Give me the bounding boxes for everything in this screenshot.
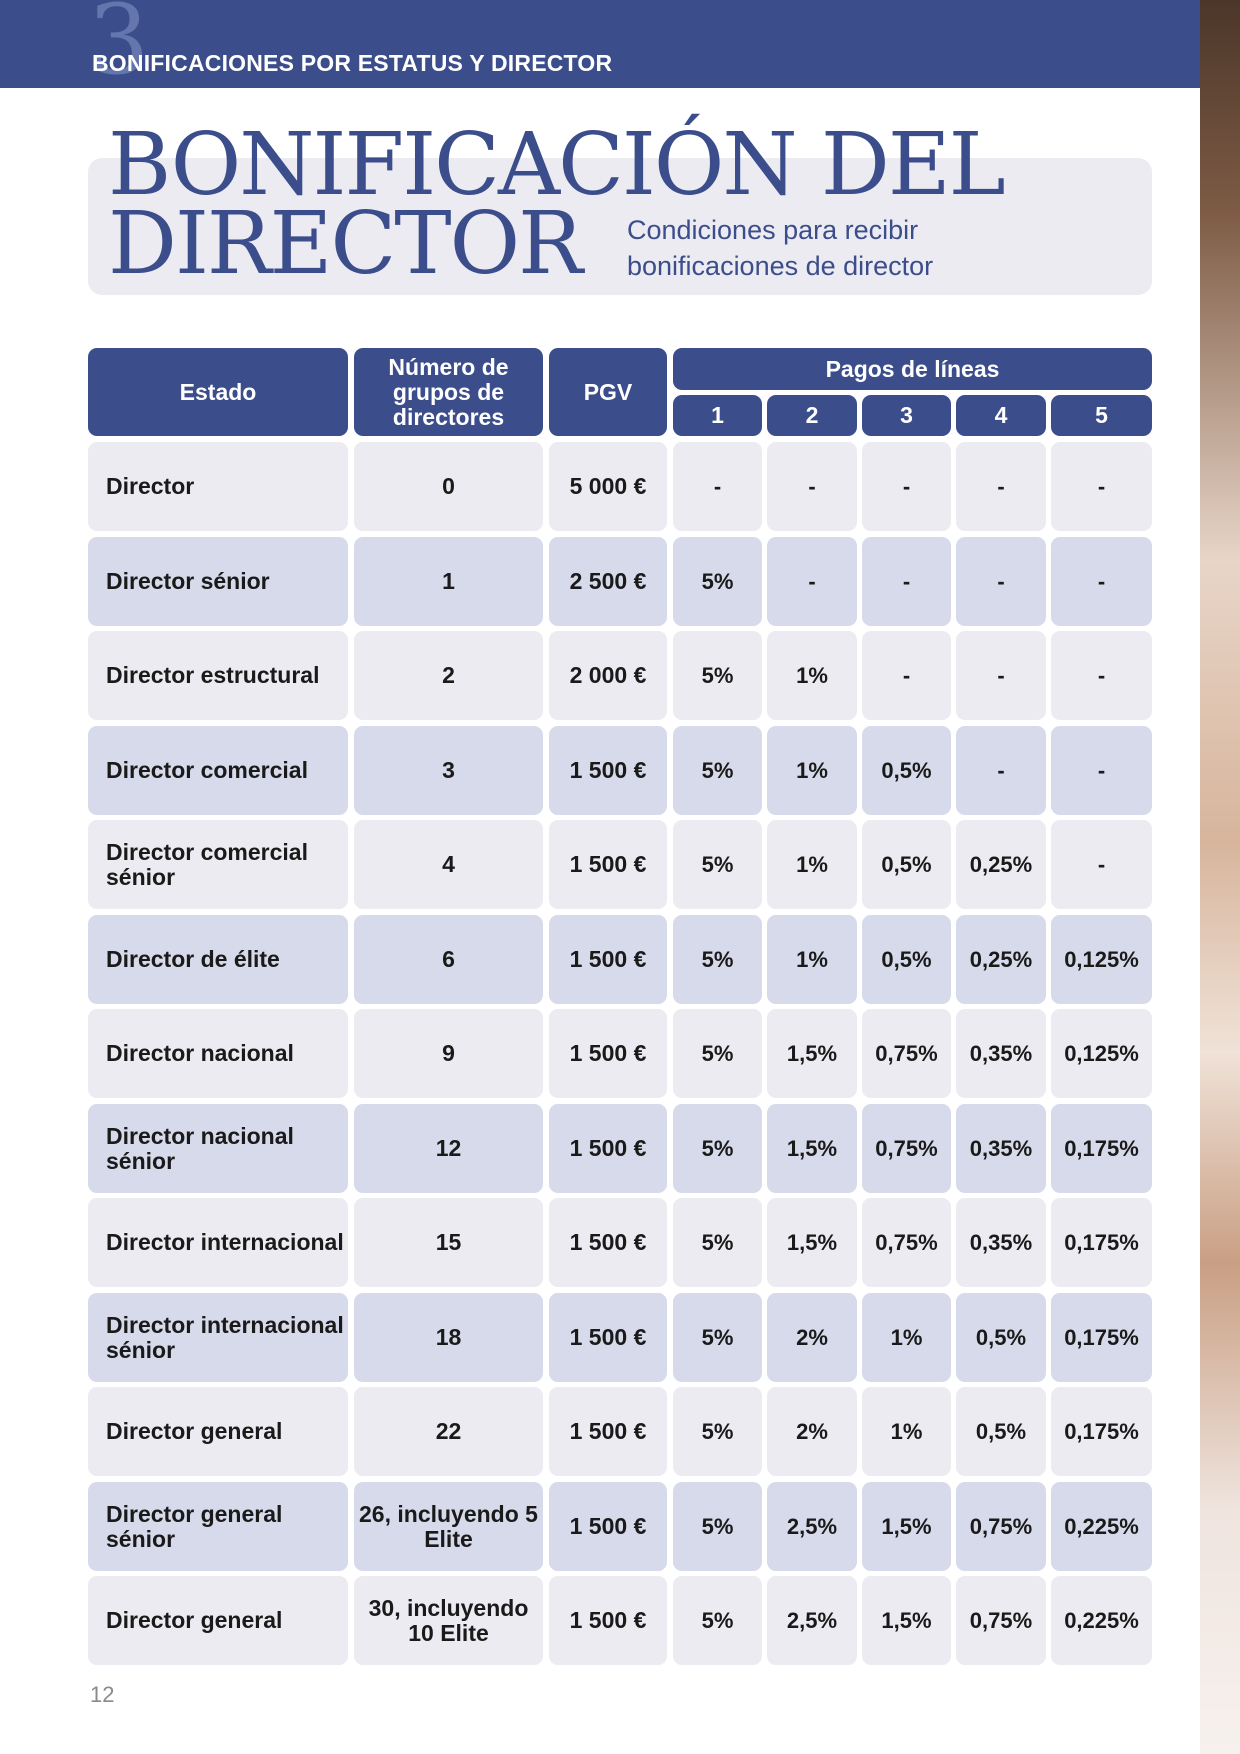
cell-estado: Director comercial — [88, 726, 348, 815]
cell-estado: Director nacional sénior — [88, 1104, 348, 1193]
cell-pgv: 1 500 € — [549, 726, 667, 815]
page-title-line-2: DIRECTOR — [108, 194, 581, 294]
cell-pgv: 2 500 € — [549, 537, 667, 626]
cell-pgv: 1 500 € — [549, 915, 667, 1004]
cell-line-3: - — [862, 631, 951, 720]
cell-line-5: - — [1051, 631, 1152, 720]
cell-line-4: 0,35% — [956, 1104, 1046, 1193]
cell-line-5: - — [1051, 726, 1152, 815]
page-number: 12 — [90, 1682, 115, 1707]
cell-line-5: 0,175% — [1051, 1387, 1152, 1476]
cell-pgv: 1 500 € — [549, 1576, 667, 1665]
cell-grupos: 12 — [354, 1104, 543, 1193]
cell-line-5: - — [1051, 442, 1152, 531]
cell-line-5: 0,225% — [1051, 1482, 1152, 1571]
cell-estado: Director sénior — [88, 537, 348, 626]
cell-pgv: 1 500 € — [549, 820, 667, 909]
cell-estado: Director internacional — [88, 1198, 348, 1287]
cell-line-3: 1% — [862, 1293, 951, 1382]
cell-line-2: - — [767, 442, 857, 531]
cell-estado: Director general sénior — [88, 1482, 348, 1571]
cell-estado: Director estructural — [88, 631, 348, 720]
cell-line-1: 5% — [673, 1387, 762, 1476]
cell-line-2: 1% — [767, 726, 857, 815]
cell-line-1: 5% — [673, 1482, 762, 1571]
cell-estado: Director general — [88, 1576, 348, 1665]
cell-grupos: 2 — [354, 631, 543, 720]
cell-grupos: 22 — [354, 1387, 543, 1476]
header-pgv: PGV — [549, 348, 667, 436]
cell-grupos: 1 — [354, 537, 543, 626]
cell-line-3: 0,75% — [862, 1104, 951, 1193]
cell-line-2: 2,5% — [767, 1482, 857, 1571]
cell-line-1: 5% — [673, 1198, 762, 1287]
cell-line-3: 0,5% — [862, 915, 951, 1004]
cell-line-1: 5% — [673, 726, 762, 815]
cell-pgv: 2 000 € — [549, 631, 667, 720]
cell-line-4: - — [956, 537, 1046, 626]
cell-line-2: 2% — [767, 1387, 857, 1476]
cell-line-4: 0,5% — [956, 1387, 1046, 1476]
cell-line-2: 1,5% — [767, 1104, 857, 1193]
cell-line-4: - — [956, 631, 1046, 720]
cell-line-3: 1,5% — [862, 1482, 951, 1571]
header-line-4: 4 — [956, 395, 1046, 436]
cell-line-4: - — [956, 726, 1046, 815]
header-line-5: 5 — [1051, 395, 1152, 436]
cell-grupos: 30, incluyendo 10 Elite — [354, 1576, 543, 1665]
cell-line-1: 5% — [673, 1576, 762, 1665]
cell-pgv: 1 500 € — [549, 1104, 667, 1193]
cell-line-3: 1,5% — [862, 1576, 951, 1665]
cell-line-1: 5% — [673, 631, 762, 720]
cell-line-4: 0,25% — [956, 915, 1046, 1004]
cell-line-3: 0,5% — [862, 726, 951, 815]
cell-pgv: 1 500 € — [549, 1009, 667, 1098]
cell-line-2: 1% — [767, 820, 857, 909]
cell-line-1: 5% — [673, 537, 762, 626]
cell-pgv: 5 000 € — [549, 442, 667, 531]
cell-line-4: 0,35% — [956, 1198, 1046, 1287]
cell-grupos: 4 — [354, 820, 543, 909]
cell-grupos: 15 — [354, 1198, 543, 1287]
cell-line-5: 0,225% — [1051, 1576, 1152, 1665]
cell-line-2: 1% — [767, 631, 857, 720]
header-line-2: 2 — [767, 395, 857, 436]
header-line-3: 3 — [862, 395, 951, 436]
cell-line-2: 2,5% — [767, 1576, 857, 1665]
cell-grupos: 9 — [354, 1009, 543, 1098]
section-number: 3 — [88, 0, 150, 96]
photo-strip — [1200, 0, 1240, 1754]
cell-pgv: 1 500 € — [549, 1198, 667, 1287]
cell-line-3: 1% — [862, 1387, 951, 1476]
cell-estado: Director comercial sénior — [88, 820, 348, 909]
cell-line-5: 0,125% — [1051, 1009, 1152, 1098]
cell-estado: Director de élite — [88, 915, 348, 1004]
cell-pgv: 1 500 € — [549, 1387, 667, 1476]
cell-line-4: - — [956, 442, 1046, 531]
cell-line-5: - — [1051, 537, 1152, 626]
cell-line-4: 0,75% — [956, 1576, 1046, 1665]
cell-line-3: - — [862, 537, 951, 626]
cell-line-5: 0,175% — [1051, 1198, 1152, 1287]
cell-line-1: 5% — [673, 820, 762, 909]
cell-line-1: 5% — [673, 1293, 762, 1382]
cell-line-2: 1,5% — [767, 1198, 857, 1287]
cell-pgv: 1 500 € — [549, 1293, 667, 1382]
section-title: BONIFICACIONES POR ESTATUS Y DIRECTOR — [92, 50, 613, 76]
cell-line-2: 1,5% — [767, 1009, 857, 1098]
cell-line-1: 5% — [673, 915, 762, 1004]
cell-estado: Director nacional — [88, 1009, 348, 1098]
cell-line-5: 0,175% — [1051, 1293, 1152, 1382]
cell-grupos: 18 — [354, 1293, 543, 1382]
cell-line-1: 5% — [673, 1009, 762, 1098]
cell-estado: Director general — [88, 1387, 348, 1476]
header-line-1: 1 — [673, 395, 762, 436]
cell-line-3: 0,5% — [862, 820, 951, 909]
cell-line-4: 0,35% — [956, 1009, 1046, 1098]
page-subtitle: Condiciones para recibir bonificaciones de director — [627, 215, 934, 281]
cell-grupos: 0 — [354, 442, 543, 531]
header-estado: Estado — [88, 348, 348, 436]
cell-line-3: 0,75% — [862, 1009, 951, 1098]
cell-estado: Director internacional sénior — [88, 1293, 348, 1382]
page-title-line-1: BONIFICACIÓN DEL — [108, 115, 1004, 215]
cell-line-4: 0,25% — [956, 820, 1046, 909]
cell-line-2: 2% — [767, 1293, 857, 1382]
cell-line-5: 0,125% — [1051, 915, 1152, 1004]
cell-grupos: 26, incluyendo 5 Elite — [354, 1482, 543, 1571]
cell-line-1: - — [673, 442, 762, 531]
cell-line-2: - — [767, 537, 857, 626]
cell-line-2: 1% — [767, 915, 857, 1004]
cell-pgv: 1 500 € — [549, 1482, 667, 1571]
cell-grupos: 6 — [354, 915, 543, 1004]
cell-line-3: - — [862, 442, 951, 531]
header-pagos-lineas: Pagos de líneas — [673, 348, 1152, 390]
cell-estado: Director — [88, 442, 348, 531]
cell-line-5: 0,175% — [1051, 1104, 1152, 1193]
cell-line-3: 0,75% — [862, 1198, 951, 1287]
header-grupos: Número de grupos de directores — [354, 348, 543, 436]
cell-line-1: 5% — [673, 1104, 762, 1193]
cell-grupos: 3 — [354, 726, 543, 815]
cell-line-4: 0,75% — [956, 1482, 1046, 1571]
cell-line-5: - — [1051, 820, 1152, 909]
cell-line-4: 0,5% — [956, 1293, 1046, 1382]
